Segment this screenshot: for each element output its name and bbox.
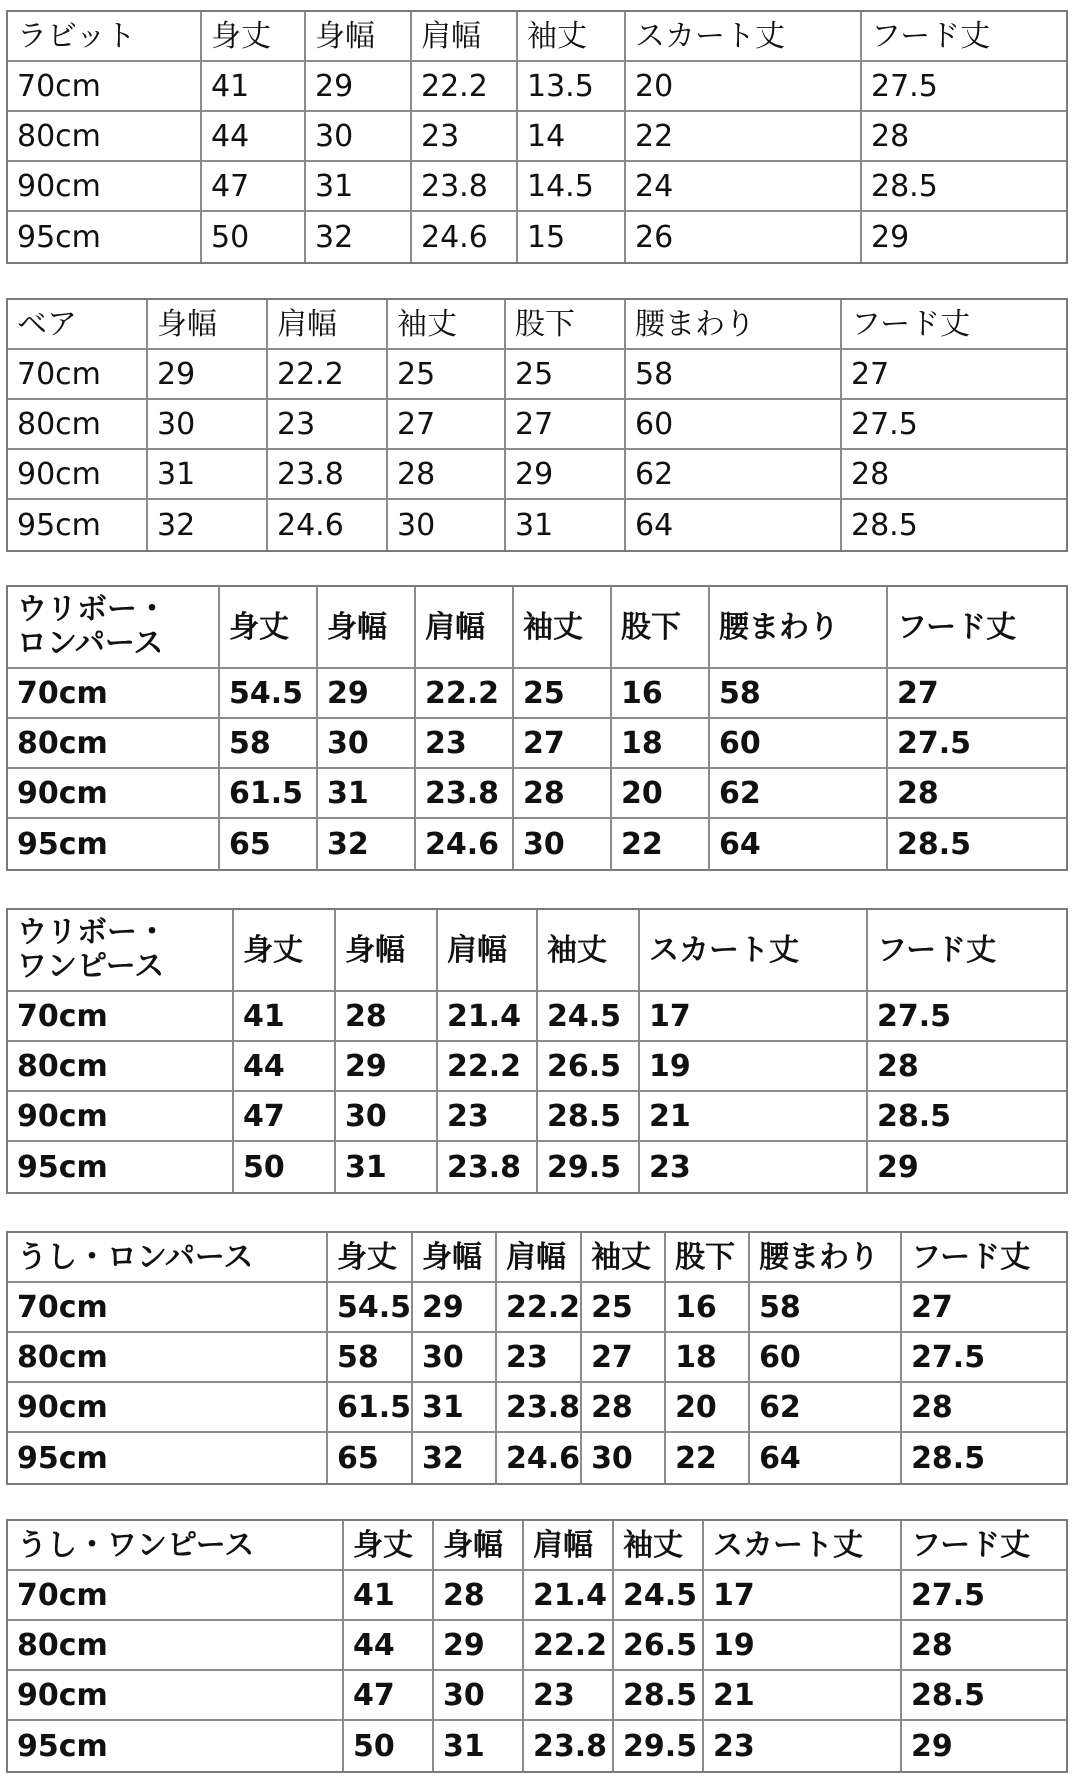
value-cell: 64	[626, 500, 842, 550]
value-cell: 28.5	[911, 1440, 986, 1476]
value-cell: 60	[626, 400, 842, 450]
value-cell: 22	[666, 1433, 750, 1483]
value-cell: 28	[582, 1383, 666, 1433]
value-cell: 30	[582, 1433, 666, 1483]
size-cell: 80cm	[8, 1333, 328, 1383]
value-cell: 50	[234, 1142, 336, 1192]
table-row	[8, 1571, 1066, 1621]
value-cell: 23.8	[438, 1142, 538, 1192]
value-cell: 22	[612, 819, 710, 869]
size-table-cow-rompers	[6, 1231, 1068, 1485]
header-cell: 袖丈	[538, 910, 640, 992]
value-cell: 18	[666, 1333, 750, 1383]
header-cell: スカート丈	[704, 1521, 902, 1571]
value-cell: 27.5	[888, 719, 1066, 769]
value-cell: 27	[888, 669, 1066, 719]
value-cell: 18	[612, 719, 710, 769]
table-row	[8, 1042, 1066, 1092]
value-cell: 30	[148, 400, 268, 450]
value-cell: 16	[612, 669, 710, 719]
header-cell: 身幅	[148, 300, 268, 350]
value-cell: 27	[506, 400, 626, 450]
header-cell: ウリボー・ ロンパース	[8, 587, 220, 669]
value-cell: 54.5	[328, 1283, 413, 1333]
value-cell: 22.2	[412, 62, 518, 112]
size-table-uribo-rompers	[6, 585, 1068, 871]
value-cell: 23	[524, 1671, 614, 1721]
value-cell: 27.5	[842, 400, 1066, 450]
header-cell: 肩幅	[416, 587, 514, 669]
value-cell: 28	[842, 450, 1066, 500]
header-cell: フード丈	[902, 1233, 1066, 1283]
value-cell: 44	[202, 112, 306, 162]
value-cell: 47	[344, 1671, 434, 1721]
value-cell: 14.5	[518, 162, 626, 212]
value-cell: 41	[344, 1571, 434, 1621]
value-cell: 30	[336, 1092, 438, 1142]
value-cell: 29	[877, 1149, 919, 1185]
value-cell: 30	[514, 819, 612, 869]
value-cell: 28.5	[897, 826, 972, 862]
size-cell: 90cm	[8, 769, 220, 819]
value-cell: 54.5	[220, 669, 318, 719]
value-cell: 65	[220, 819, 318, 869]
value-cell: 61.5	[328, 1383, 413, 1433]
value-cell: 14	[518, 112, 626, 162]
value-cell: 24.5	[538, 992, 640, 1042]
value-cell: 21.4	[438, 992, 538, 1042]
header-cell: スカート丈	[640, 910, 868, 992]
header-cell: 肩幅	[438, 910, 538, 992]
value-cell: 27.5	[902, 1571, 1066, 1621]
value-cell: 32	[148, 500, 268, 550]
size-cell: 90cm	[8, 1383, 328, 1433]
table-row	[8, 400, 1066, 450]
header-cell: スカート丈	[626, 12, 862, 62]
size-cell: 80cm	[8, 1621, 344, 1671]
value-cell: 29	[506, 450, 626, 500]
size-cell: 70cm	[8, 62, 202, 112]
value-cell: 15	[518, 212, 626, 262]
value-cell: 16	[666, 1283, 750, 1333]
table-row	[8, 1433, 1066, 1483]
value-cell: 29	[434, 1621, 524, 1671]
header-cell: ウリボー・ ワンピース	[8, 910, 234, 992]
value-cell: 31	[336, 1142, 438, 1192]
header-row	[8, 587, 1066, 669]
value-cell: 27.5	[868, 992, 1066, 1042]
header-cell: 身丈	[328, 1233, 413, 1283]
value-cell: 23.8	[524, 1721, 614, 1771]
table-row	[8, 1671, 1066, 1721]
header-cell: フード丈	[842, 300, 1066, 350]
value-cell: 21	[704, 1671, 902, 1721]
value-cell: 29	[318, 669, 416, 719]
size-cell: 95cm	[8, 500, 148, 550]
value-cell: 28	[514, 769, 612, 819]
header-cell: フード丈	[862, 12, 1066, 62]
value-cell: 23	[268, 400, 388, 450]
value-cell: 29	[871, 219, 910, 255]
value-cell: 22	[626, 112, 862, 162]
value-cell: 29.5	[614, 1721, 704, 1771]
value-cell: 22.2	[497, 1283, 582, 1333]
value-cell: 28.5	[902, 1671, 1066, 1721]
value-cell: 25	[514, 669, 612, 719]
value-cell: 31	[306, 162, 412, 212]
value-cell: 21.4	[524, 1571, 614, 1621]
value-cell: 26.5	[538, 1042, 640, 1092]
value-cell: 28.5	[868, 1092, 1066, 1142]
size-cell: 70cm	[8, 669, 220, 719]
value-cell: 29	[911, 1728, 953, 1764]
value-cell: 24	[626, 162, 862, 212]
header-cell: 腰まわり	[626, 300, 842, 350]
table-row	[8, 500, 1066, 550]
table-row	[8, 1621, 1066, 1671]
value-cell: 31	[413, 1383, 497, 1433]
header-row	[8, 12, 1066, 62]
value-cell: 24.6	[497, 1433, 582, 1483]
header-cell: 股下	[506, 300, 626, 350]
value-cell: 30	[318, 719, 416, 769]
table-row	[8, 669, 1066, 719]
value-cell: 30	[434, 1671, 524, 1721]
table-row	[8, 350, 1066, 400]
value-cell: 23	[412, 112, 518, 162]
value-cell: 23	[438, 1092, 538, 1142]
value-cell: 62	[710, 769, 888, 819]
value-cell: 23	[416, 719, 514, 769]
value-cell: 27	[388, 400, 506, 450]
value-cell: 60	[750, 1333, 902, 1383]
value-cell: 28.5	[851, 507, 918, 543]
header-cell: 身幅	[336, 910, 438, 992]
header-cell: うし・ロンパース	[8, 1233, 328, 1283]
value-cell: 23	[640, 1142, 868, 1192]
value-cell: 23	[497, 1333, 582, 1383]
value-cell: 41	[234, 992, 336, 1042]
value-cell: 27.5	[902, 1333, 1066, 1383]
header-cell: 身丈	[234, 910, 336, 992]
value-cell: 65	[328, 1433, 413, 1483]
size-cell: 70cm	[8, 350, 148, 400]
table-row	[8, 1333, 1066, 1383]
table-row	[8, 62, 1066, 112]
header-cell: 身幅	[318, 587, 416, 669]
header-cell: 身幅	[434, 1521, 524, 1571]
value-cell: 28	[868, 1042, 1066, 1092]
header-row	[8, 910, 1066, 992]
value-cell: 58	[710, 669, 888, 719]
header-cell: 身幅	[306, 12, 412, 62]
value-cell: 27	[582, 1333, 666, 1383]
value-cell: 27	[842, 350, 1066, 400]
value-cell: 64	[750, 1433, 902, 1483]
header-cell: 股下	[666, 1233, 750, 1283]
value-cell: 26.5	[614, 1621, 704, 1671]
header-cell: 肩幅	[412, 12, 518, 62]
value-cell: 23.8	[268, 450, 388, 500]
header-cell: 袖丈	[582, 1233, 666, 1283]
value-cell: 32	[318, 819, 416, 869]
value-cell: 28	[888, 769, 1066, 819]
header-cell: 肩幅	[268, 300, 388, 350]
value-cell: 64	[710, 819, 888, 869]
size-cell: 95cm	[8, 212, 202, 262]
header-cell: 袖丈	[614, 1521, 704, 1571]
value-cell: 22.2	[268, 350, 388, 400]
value-cell: 22.2	[416, 669, 514, 719]
size-cell: 80cm	[8, 719, 220, 769]
value-cell: 28	[862, 112, 1066, 162]
header-cell: 肩幅	[497, 1233, 582, 1283]
value-cell: 29	[413, 1283, 497, 1333]
size-cell: 90cm	[8, 450, 148, 500]
value-cell: 62	[750, 1383, 902, 1433]
table-row	[8, 112, 1066, 162]
header-row	[8, 1233, 1066, 1283]
value-cell: 61.5	[220, 769, 318, 819]
size-table-uribo-dress	[6, 908, 1068, 1194]
header-cell: 股下	[612, 587, 710, 669]
value-cell: 27	[902, 1283, 1066, 1333]
value-cell: 62	[626, 450, 842, 500]
value-cell: 58	[328, 1333, 413, 1383]
table-row	[8, 1142, 1066, 1192]
value-cell: 28.5	[862, 162, 1066, 212]
value-cell: 17	[640, 992, 868, 1042]
value-cell: 47	[234, 1092, 336, 1142]
value-cell: 20	[612, 769, 710, 819]
header-cell: うし・ワンピース	[8, 1521, 344, 1571]
table-row	[8, 819, 1066, 869]
table-row	[8, 450, 1066, 500]
value-cell: 28	[336, 992, 438, 1042]
header-cell: 肩幅	[524, 1521, 614, 1571]
value-cell: 31	[434, 1721, 524, 1771]
value-cell: 13.5	[518, 62, 626, 112]
header-cell: 身幅	[413, 1233, 497, 1283]
value-cell: 20	[666, 1383, 750, 1433]
size-cell: 95cm	[8, 1142, 234, 1192]
value-cell: 24.5	[614, 1571, 704, 1621]
size-cell: 70cm	[8, 1283, 328, 1333]
value-cell: 29	[148, 350, 268, 400]
value-cell: 22.2	[438, 1042, 538, 1092]
size-cell: 90cm	[8, 1671, 344, 1721]
value-cell: 26	[626, 212, 862, 262]
value-cell: 27.5	[862, 62, 1066, 112]
header-cell: 袖丈	[388, 300, 506, 350]
size-cell: 95cm	[8, 819, 220, 869]
value-cell: 47	[202, 162, 306, 212]
value-cell: 21	[640, 1092, 868, 1142]
value-cell: 28	[434, 1571, 524, 1621]
header-row	[8, 300, 1066, 350]
value-cell: 50	[344, 1721, 434, 1771]
header-cell: 身丈	[220, 587, 318, 669]
value-cell: 44	[344, 1621, 434, 1671]
value-cell: 32	[306, 212, 412, 262]
value-cell: 25	[582, 1283, 666, 1333]
value-cell: 23	[704, 1721, 902, 1771]
table-row	[8, 1383, 1066, 1433]
size-cell: 80cm	[8, 112, 202, 162]
size-cell: 95cm	[8, 1721, 344, 1771]
value-cell: 31	[148, 450, 268, 500]
value-cell: 29	[306, 62, 412, 112]
value-cell: 28	[902, 1383, 1066, 1433]
table-row	[8, 212, 1066, 262]
size-cell: 90cm	[8, 162, 202, 212]
size-cell: 70cm	[8, 992, 234, 1042]
value-cell: 30	[388, 500, 506, 550]
size-cell: 95cm	[8, 1433, 328, 1483]
value-cell: 28	[902, 1621, 1066, 1671]
header-cell: 身丈	[202, 12, 306, 62]
size-table-bear	[6, 298, 1068, 552]
value-cell: 23.8	[416, 769, 514, 819]
header-cell: ベア	[8, 300, 148, 350]
table-row	[8, 162, 1066, 212]
header-cell: 袖丈	[514, 587, 612, 669]
value-cell: 24.6	[412, 212, 518, 262]
header-cell: 身丈	[344, 1521, 434, 1571]
value-cell: 50	[202, 212, 306, 262]
size-cell: 90cm	[8, 1092, 234, 1142]
header-cell: フード丈	[902, 1521, 1066, 1571]
value-cell: 30	[413, 1333, 497, 1383]
header-cell: フード丈	[888, 587, 1066, 669]
value-cell: 29.5	[538, 1142, 640, 1192]
value-cell: 29	[336, 1042, 438, 1092]
value-cell: 24.6	[416, 819, 514, 869]
value-cell: 24.6	[268, 500, 388, 550]
size-cell: 70cm	[8, 1571, 344, 1621]
value-cell: 19	[640, 1042, 868, 1092]
size-cell: 80cm	[8, 1042, 234, 1092]
value-cell: 41	[202, 62, 306, 112]
size-table-rabbit	[6, 10, 1068, 264]
value-cell: 28.5	[538, 1092, 640, 1142]
header-cell: 腰まわり	[750, 1233, 902, 1283]
value-cell: 17	[704, 1571, 902, 1621]
value-cell: 28.5	[614, 1671, 704, 1721]
header-cell: フード丈	[868, 910, 1066, 992]
value-cell: 31	[506, 500, 626, 550]
value-cell: 28	[388, 450, 506, 500]
table-row	[8, 1283, 1066, 1333]
value-cell: 22.2	[524, 1621, 614, 1671]
value-cell: 30	[306, 112, 412, 162]
value-cell: 60	[710, 719, 888, 769]
value-cell: 25	[506, 350, 626, 400]
value-cell: 44	[234, 1042, 336, 1092]
value-cell: 58	[626, 350, 842, 400]
value-cell: 31	[318, 769, 416, 819]
value-cell: 23.8	[412, 162, 518, 212]
value-cell: 27	[514, 719, 612, 769]
header-cell: ラビット	[8, 12, 202, 62]
table-row	[8, 1721, 1066, 1771]
table-row	[8, 1092, 1066, 1142]
value-cell: 32	[413, 1433, 497, 1483]
size-table-cow-dress	[6, 1519, 1068, 1773]
header-cell: 腰まわり	[710, 587, 888, 669]
value-cell: 19	[704, 1621, 902, 1671]
value-cell: 58	[220, 719, 318, 769]
value-cell: 23.8	[497, 1383, 582, 1433]
value-cell: 25	[388, 350, 506, 400]
header-cell: 袖丈	[518, 12, 626, 62]
size-cell: 80cm	[8, 400, 148, 450]
header-row	[8, 1521, 1066, 1571]
table-row	[8, 769, 1066, 819]
value-cell: 20	[626, 62, 862, 112]
table-row	[8, 992, 1066, 1042]
value-cell: 58	[750, 1283, 902, 1333]
table-row	[8, 719, 1066, 769]
